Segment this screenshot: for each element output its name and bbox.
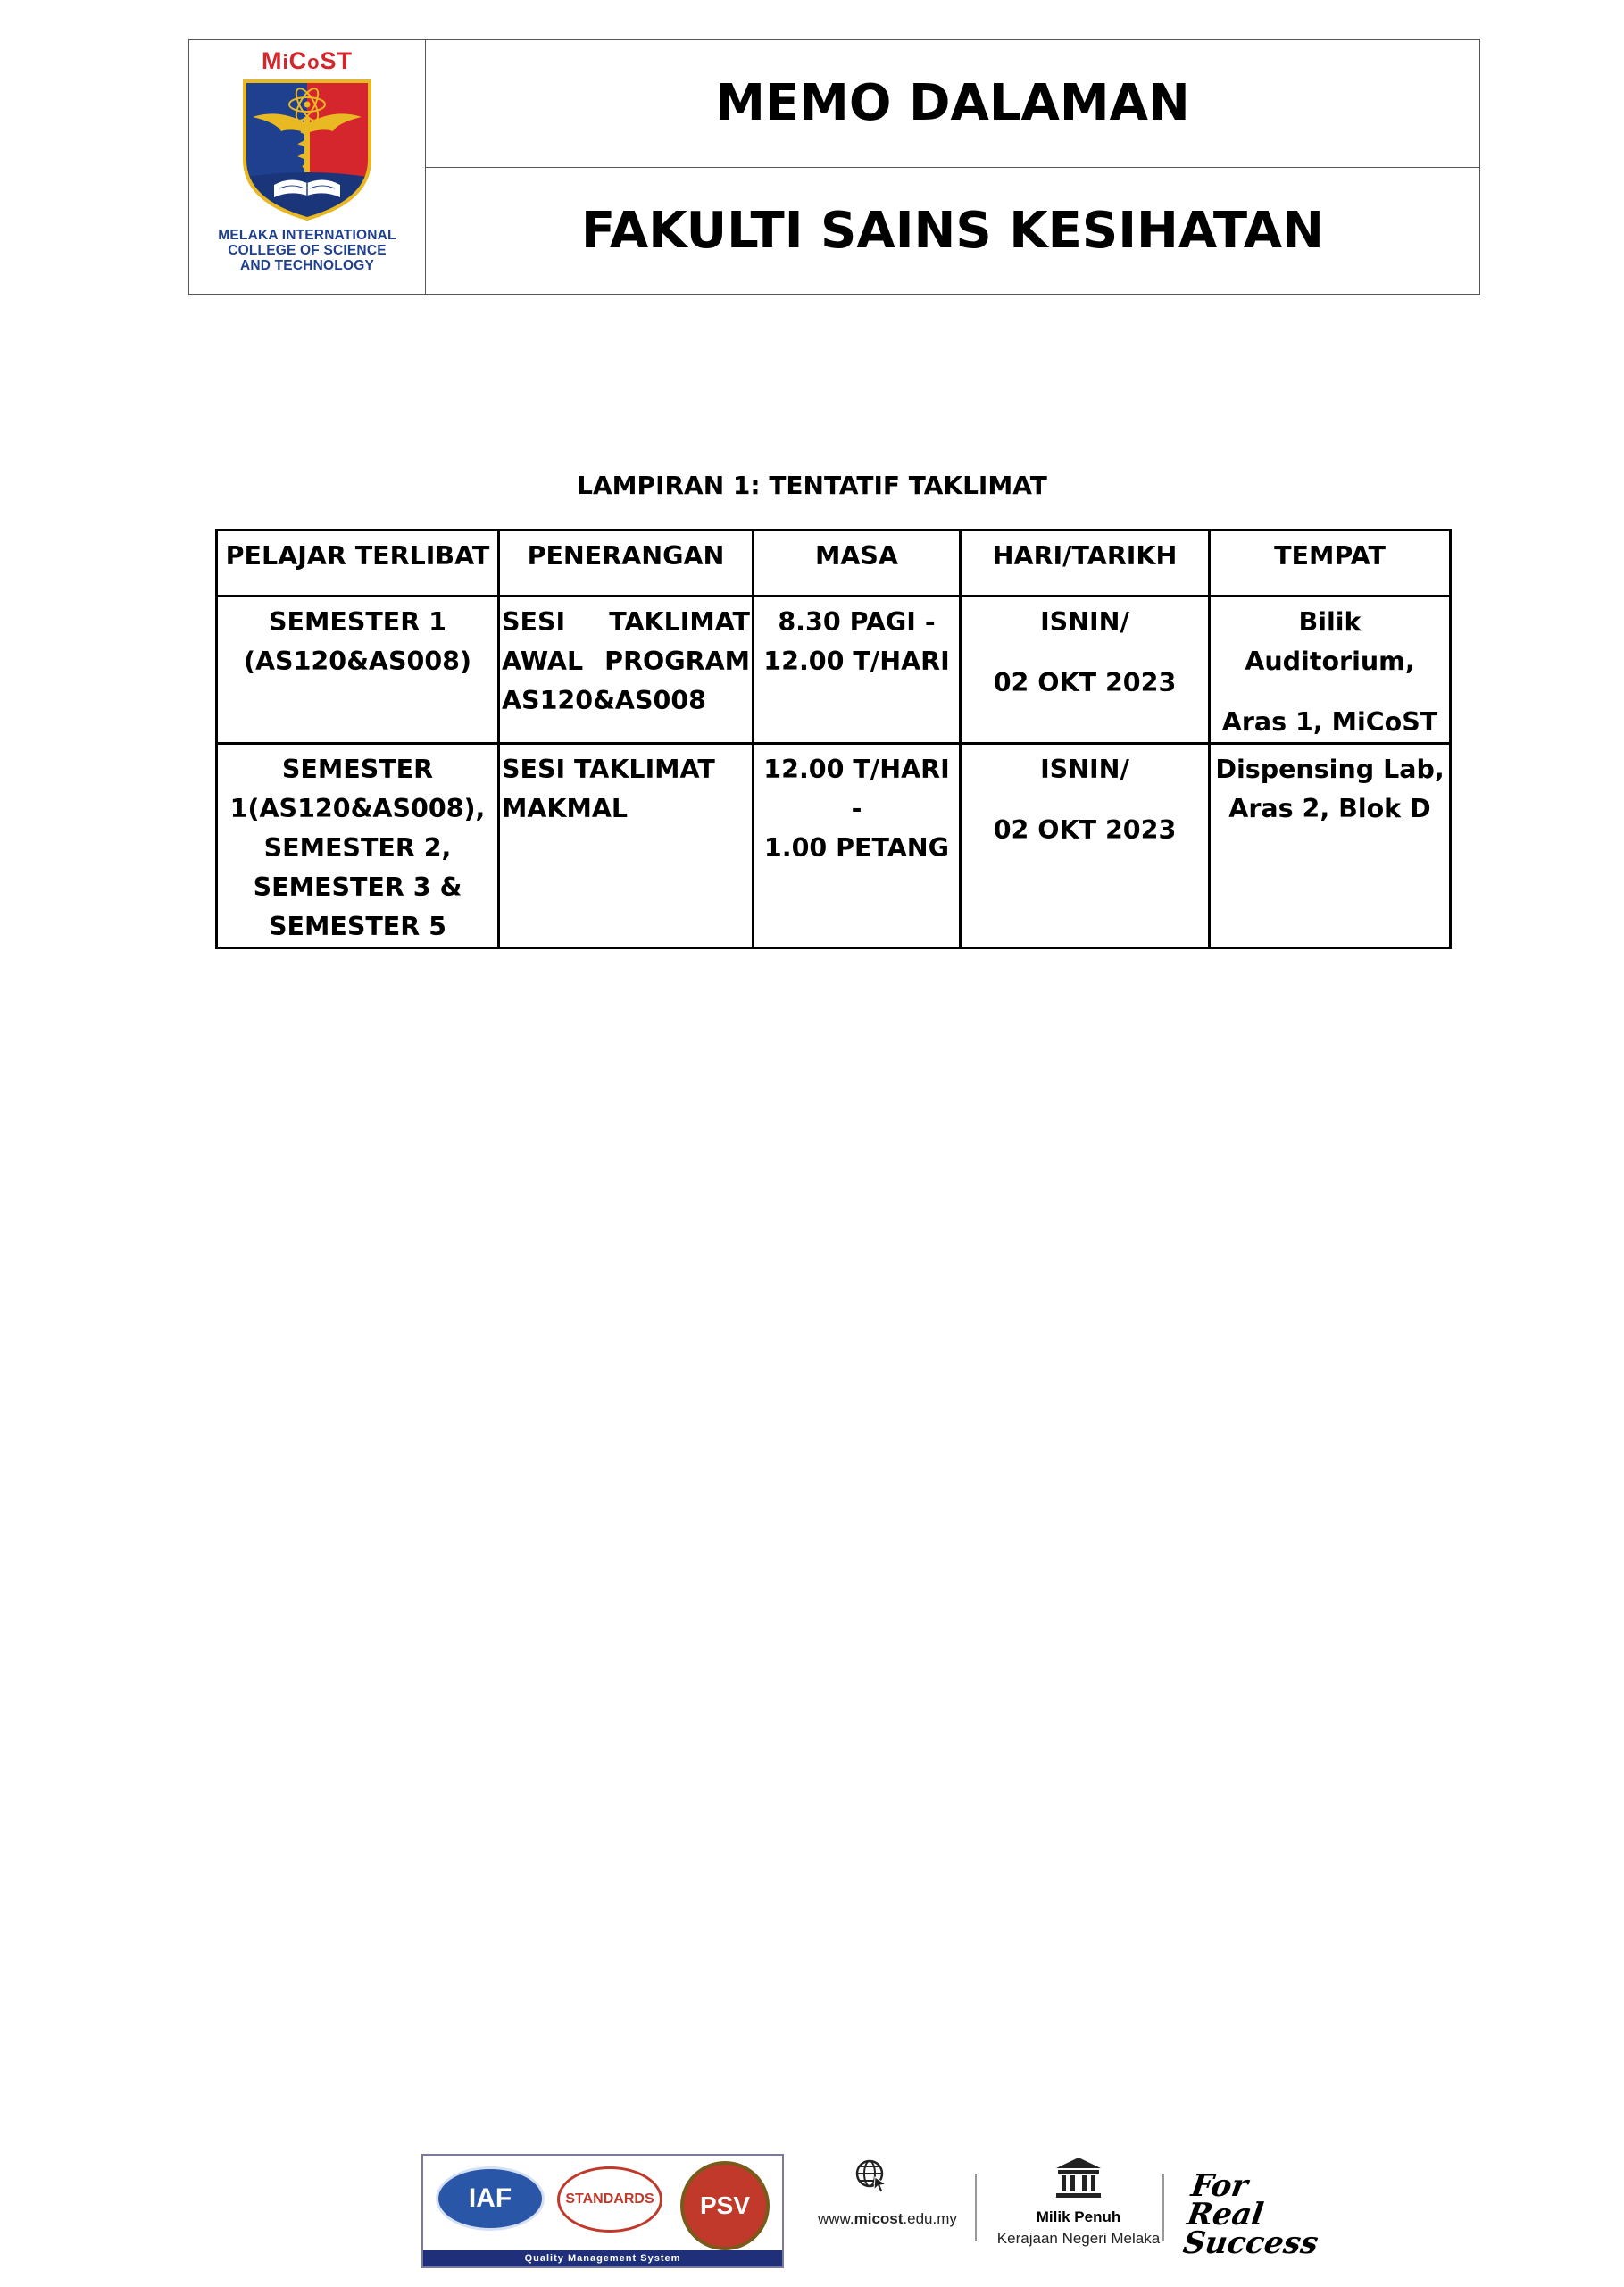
column-header: HARI/TARIKH bbox=[961, 530, 1210, 597]
cell-line: 1.00 PETANG bbox=[763, 833, 950, 863]
ownership-line-2: Kerajaan Negeri Melaka bbox=[996, 2230, 1161, 2247]
table-header-row bbox=[217, 530, 1451, 597]
tempat-cell bbox=[1210, 744, 1451, 948]
website-url[interactable] bbox=[818, 2210, 957, 2228]
shield-crest-icon bbox=[240, 78, 374, 221]
cell-line: SEMESTER bbox=[281, 755, 434, 784]
ownership-line-1: Milik Penuh bbox=[1036, 2208, 1121, 2225]
cell-line: SEMESTER 5 bbox=[269, 912, 446, 941]
college-logo bbox=[189, 40, 426, 294]
logo-subtitle-line: MELAKA INTERNATIONAL bbox=[218, 228, 396, 243]
masa-cell bbox=[754, 744, 961, 948]
tarikh-cell bbox=[961, 744, 1210, 948]
footer-divider bbox=[975, 2174, 977, 2241]
table-row bbox=[217, 744, 1451, 948]
table-row bbox=[217, 597, 1451, 744]
column-header: TEMPAT bbox=[1210, 530, 1451, 597]
globe-cursor-icon bbox=[854, 2158, 889, 2193]
cell-line: SEMESTER 1 bbox=[269, 607, 446, 637]
cell-line: MAKMAL bbox=[502, 794, 629, 823]
column-header: PELAJAR TERLIBAT bbox=[217, 530, 499, 597]
government-building-icon bbox=[1054, 2156, 1103, 2199]
tarikh-cell bbox=[961, 597, 1210, 744]
ownership-block bbox=[989, 2156, 1168, 2248]
cell-line: 12.00 T/HARI - bbox=[763, 755, 950, 823]
date-text: 02 OKT 2023 bbox=[993, 815, 1177, 845]
day-text: ISNIN/ bbox=[1040, 755, 1129, 784]
date-text: 02 OKT 2023 bbox=[993, 668, 1177, 697]
cell-line: Dispensing Lab, bbox=[1215, 755, 1445, 784]
logo-subtitle bbox=[218, 228, 396, 273]
cell-line: 8.30 PAGI - bbox=[778, 607, 936, 637]
logo-subtitle-line: COLLEGE OF SCIENCE bbox=[228, 243, 387, 258]
certification-badges bbox=[421, 2154, 784, 2268]
title-cells bbox=[426, 40, 1479, 294]
briefing-schedule-table bbox=[215, 529, 1452, 949]
website-block bbox=[818, 2158, 957, 2228]
url-domain: micost bbox=[854, 2210, 904, 2227]
cell-line: SEMESTER 3 & bbox=[253, 872, 462, 902]
masa-cell bbox=[754, 597, 961, 744]
cell-line: SESI TAKLIMAT bbox=[502, 755, 715, 784]
slogan-line: For Real bbox=[1185, 2168, 1266, 2233]
column-header: PENERANGAN bbox=[499, 530, 754, 597]
column-header: MASA bbox=[754, 530, 961, 597]
tempat-cell bbox=[1210, 597, 1451, 744]
logo-wordmark: MiCoST bbox=[261, 47, 354, 74]
iaf-badge: IAF bbox=[436, 2166, 545, 2231]
quality-management-bar: Quality Management System bbox=[423, 2250, 782, 2266]
cell-line: Aras 1, MiCoST bbox=[1221, 707, 1438, 737]
cell-line: 12.00 T/HARI bbox=[763, 647, 950, 676]
memo-footer bbox=[0, 2143, 1624, 2277]
logo-subtitle-line: AND TECHNOLOGY bbox=[239, 258, 375, 273]
footer-divider bbox=[1162, 2174, 1164, 2241]
penerangan-cell bbox=[499, 744, 754, 948]
slogan bbox=[1180, 2168, 1320, 2261]
cell-line: Aras 2, Blok D bbox=[1228, 794, 1431, 823]
penerangan-cell: SESI TAKLIMAT AWAL PROGRAM AS120&AS008 bbox=[499, 597, 754, 744]
standards-badge: STANDARDS bbox=[557, 2166, 662, 2233]
cell-line: (AS120&AS008) bbox=[243, 647, 472, 676]
pelajar-cell bbox=[217, 744, 499, 948]
cell-line: 1(AS120&AS008), bbox=[229, 794, 486, 823]
attachment-caption: LAMPIRAN 1: TENTATIF TAKLIMAT bbox=[577, 471, 1047, 500]
day-text: ISNIN/ bbox=[1040, 607, 1129, 637]
slogan-line: Success bbox=[1180, 2225, 1320, 2261]
pelajar-cell bbox=[217, 597, 499, 744]
faculty-title: FAKULTI SAINS KESIHATAN bbox=[581, 201, 1324, 260]
memo-header bbox=[188, 39, 1480, 295]
url-prefix: www. bbox=[818, 2210, 854, 2227]
memo-title: MEMO DALAMAN bbox=[426, 40, 1479, 168]
url-suffix: .edu.my bbox=[903, 2210, 957, 2227]
cell-line: SEMESTER 2, bbox=[263, 833, 452, 863]
psv-badge: PSV bbox=[680, 2161, 770, 2250]
cell-line: Bilik Auditorium, bbox=[1245, 607, 1415, 676]
